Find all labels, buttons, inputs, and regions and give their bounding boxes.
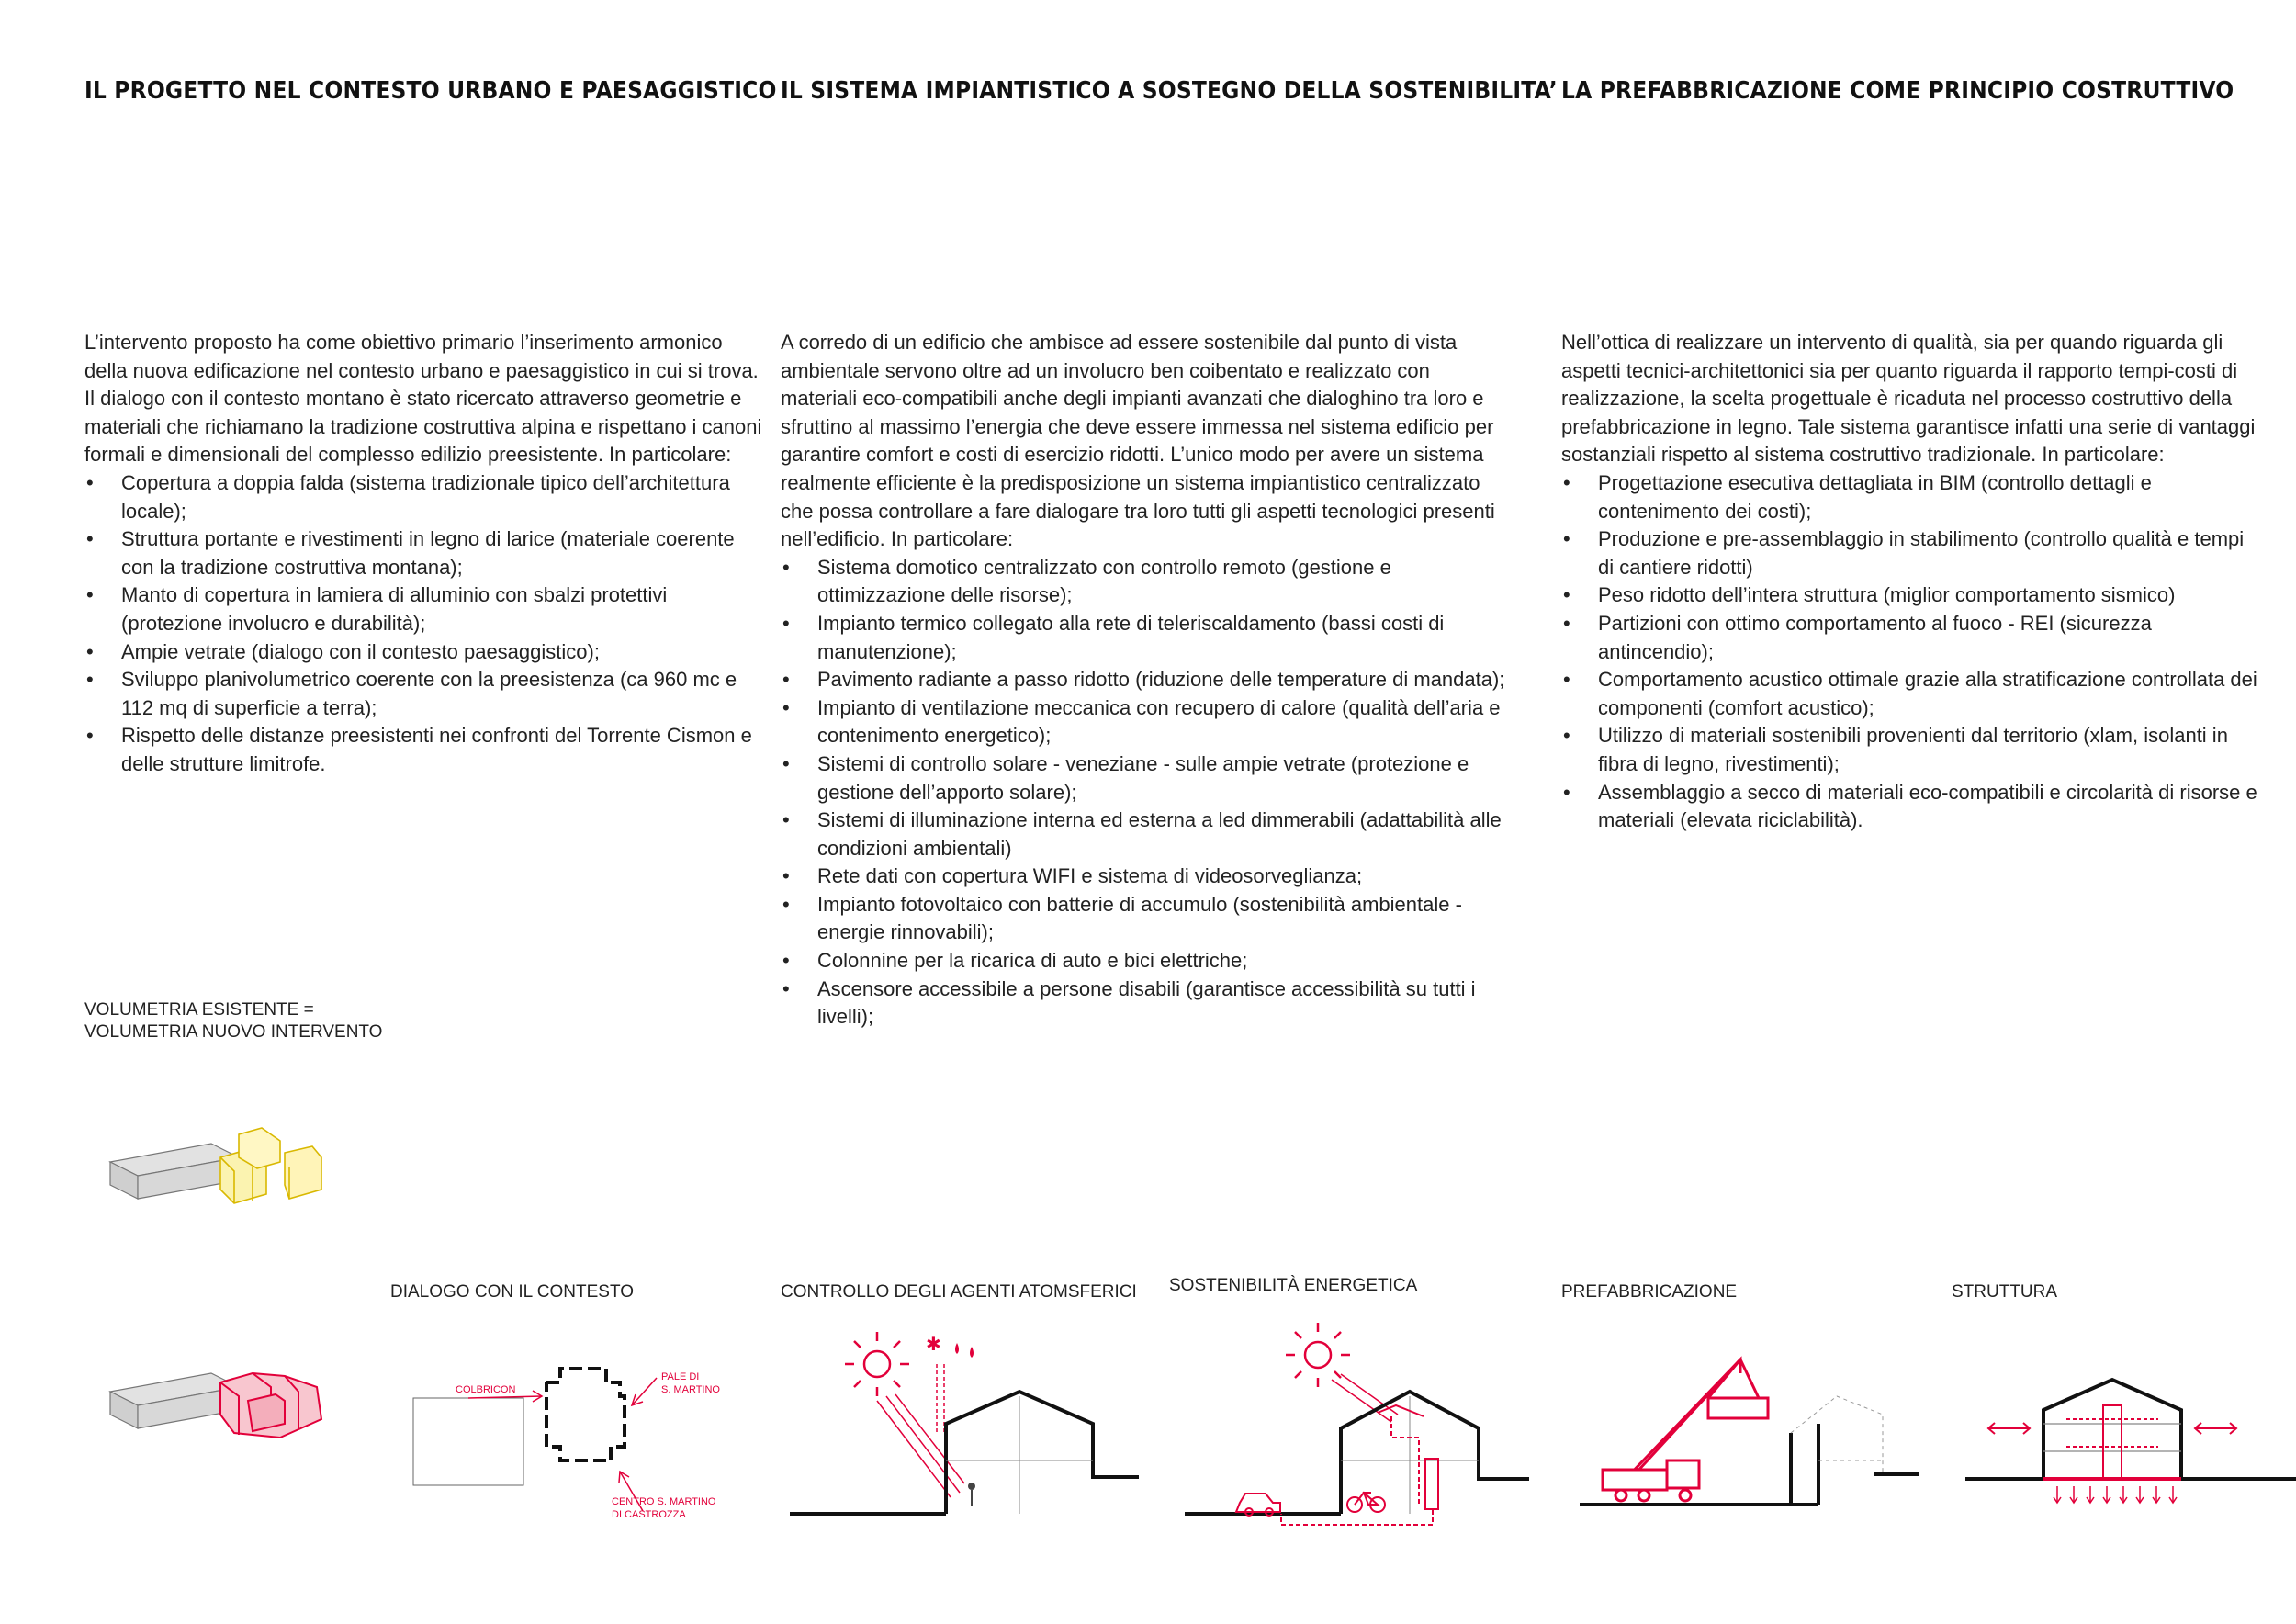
energia-diagram <box>1185 1314 1552 1525</box>
column-body <box>84 329 764 779</box>
volumetria-line1: VOLUMETRIA ESISTENTE = <box>84 1000 314 1020</box>
label-centro-2: DI CASTROZZA <box>612 1509 686 1520</box>
list-item: • Comportamento acustico ottimale grazie alla stratificazione controllata dei componenti (comfort acustico); <box>1561 666 2259 722</box>
list-item: • Assemblaggio a secco di materiali eco-compatibili e circolarità di risorse e materiali (elevata riciclabilità). <box>1561 779 2259 835</box>
column-intro: Nell’ottica di realizzare un intervento di qualità, sia per quando riguarda gli aspetti tecnici-architettonici sia per quanto riguarda il rapporto tempi-costi di realizzazione, la scelta progettuale è ricaduta nel processo costruttivo della prefabbricazione in legno. Tale sistema garantisce infatti una serie di vantaggi sostanziali rispetto al sistema costruttivo tradizionale. In particolare: <box>1561 331 2256 467</box>
person-icon <box>968 1483 975 1490</box>
list-item: • Copertura a doppia falda (sistema tradizionale tipico dell’architettura locale); <box>84 469 764 525</box>
list-item: • Struttura portante e rivestimenti in legno di larice (materiale coerente con la tradizione costruttiva montana); <box>84 525 764 581</box>
list-item: • Peso ridotto dell’intera struttura (miglior comportamento sismico) <box>1561 581 2259 610</box>
agenti-diagram <box>790 1323 1139 1525</box>
prefab-diagram <box>1570 1323 1938 1525</box>
volumetria-line2: VOLUMETRIA NUOVO INTERVENTO <box>84 1022 383 1042</box>
struttura-diagram <box>1965 1323 2296 1534</box>
list-item: • Utilizzo di materiali sostenibili provenienti dal territorio (xlam, isolanti in fibra di legno, rivestimenti); <box>1561 722 2259 778</box>
snowflake-icon: ✱ <box>926 1333 941 1355</box>
column-title: IL PROGETTO NEL CONTESTO URBANO E PAESAGGISTICO <box>84 77 777 105</box>
list-item: • Sistemi di illuminazione interna ed esterna a led dimmerabili (adattabilità alle condizioni ambientali) <box>781 806 1506 863</box>
column-title: LA PREFABBRICAZIONE COME PRINCIPIO COSTRUTTIVO <box>1561 77 2234 105</box>
list-item: • Sviluppo planivolumetrico coerente con la preesistenza (ca 960 mc e 112 mq di superficie a terra); <box>84 666 764 722</box>
label-pale-2: S. MARTINO <box>661 1384 720 1395</box>
volumetria-caption <box>84 999 382 1043</box>
caption-energia: SOSTENIBILITÀ ENERGETICA <box>1169 1276 1418 1295</box>
caption-prefab: PREFABBRICAZIONE <box>1561 1282 1738 1302</box>
list-item: • Produzione e pre-assemblaggio in stabilimento (controllo qualità e tempi di cantiere ridotti) <box>1561 525 2259 581</box>
column-title: IL SISTEMA IMPIANTISTICO A SOSTEGNO DELLA SOSTENIBILITA’ <box>781 77 1558 105</box>
caption-struttura: STRUTTURA <box>1952 1282 2058 1302</box>
label-colbricon: COLBRICON <box>456 1384 516 1395</box>
bullet-list <box>84 469 764 779</box>
column-body <box>1561 329 2259 835</box>
list-item: • Colonnine per la ricarica di auto e bici elettriche; <box>781 947 1506 976</box>
list-item: • Rete dati con copertura WIFI e sistema di videosorveglianza; <box>781 863 1506 891</box>
list-item: • Partizioni con ottimo comportamento al fuoco - REI (sicurezza antincendio); <box>1561 610 2259 666</box>
column-intro: L’intervento proposto ha come obiettivo primario l’inserimento armonico della nuova edificazione nel contesto urbano e paesaggistico in cui si trova. Il dialogo con il contesto montano è stato ricercato attraverso geometrie e materiali che richiamano la tradizione costruttiva alpina e rispettano i canoni formali e dimensionali del complesso edilizio preesistente. In particolare: <box>84 331 762 467</box>
list-item: • Manto di copertura in lamiera di alluminio con sbalzi protettivi (protezione involucro e durabilità); <box>84 581 764 637</box>
list-item: • Progettazione esecutiva dettagliata in BIM (controllo dettagli e contenimento dei costi); <box>1561 469 2259 525</box>
caption-dialogo: DIALOGO CON IL CONTESTO <box>390 1282 634 1302</box>
bullet-list <box>781 554 1506 1032</box>
list-item: • Rispetto delle distanze preesistenti nei confronti del Torrente Cismon e delle strutture limitrofe. <box>84 722 764 778</box>
list-item: • Impianto termico collegato alla rete di teleriscaldamento (bassi costi di manutenzione); <box>781 610 1506 666</box>
caption-agenti: CONTROLLO DEGLI AGENTI ATOMSFERICI <box>781 1282 1137 1302</box>
list-item: • Impianto fotovoltaico con batterie di accumulo (sostenibilità ambientale - energie rinnovabili); <box>781 891 1506 947</box>
volumetry-axon-red <box>101 1350 340 1470</box>
list-item: • Ascensore accessibile a persone disabili (garantisce accessibilità su tutti i livelli); <box>781 976 1506 1032</box>
column-intro: A corredo di un edificio che ambisce ad essere sostenibile dal punto di vista ambientale servono oltre ad un involucro ben coibentato e realizzato con materiali eco-compatibili anche degli impianti avanzati che dialoghino tra loro e sfruttino al massimo l’energia che deve essere immessa nel sistema edificio per garantire comfort e costi di esercizio ridotti. L’unico modo per avere un sistema realmente efficiente è la predisposizione un sistema impiantistico centralizzato che possa controllare a fare dialogare tra loro tutti gli aspetti tecnologici presenti nell’edificio. In particolare: <box>781 331 1495 551</box>
dialogo-diagram <box>404 1341 753 1525</box>
label-centro-1: CENTRO S. MARTINO <box>612 1496 716 1507</box>
list-item: • Impianto di ventilazione meccanica con recupero di calore (qualità dell’aria e contenimento energetico); <box>781 694 1506 750</box>
list-item: • Ampie vetrate (dialogo con il contesto paesaggistico); <box>84 638 764 667</box>
list-item: • Sistema domotico centralizzato con controllo remoto (gestione e ottimizzazione delle risorse); <box>781 554 1506 610</box>
volumetry-axon-yellow <box>101 1121 340 1240</box>
label-pale-1: PALE DI <box>661 1371 700 1382</box>
column-body <box>781 329 1506 1032</box>
bullet-list <box>1561 469 2259 835</box>
list-item: • Pavimento radiante a passo ridotto (riduzione delle temperature di mandata); <box>781 666 1506 694</box>
rain-drop-icon <box>955 1343 974 1358</box>
list-item: • Sistemi di controllo solare - veneziane - sulle ampie vetrate (protezione e gestione dell’apporto solare); <box>781 750 1506 806</box>
